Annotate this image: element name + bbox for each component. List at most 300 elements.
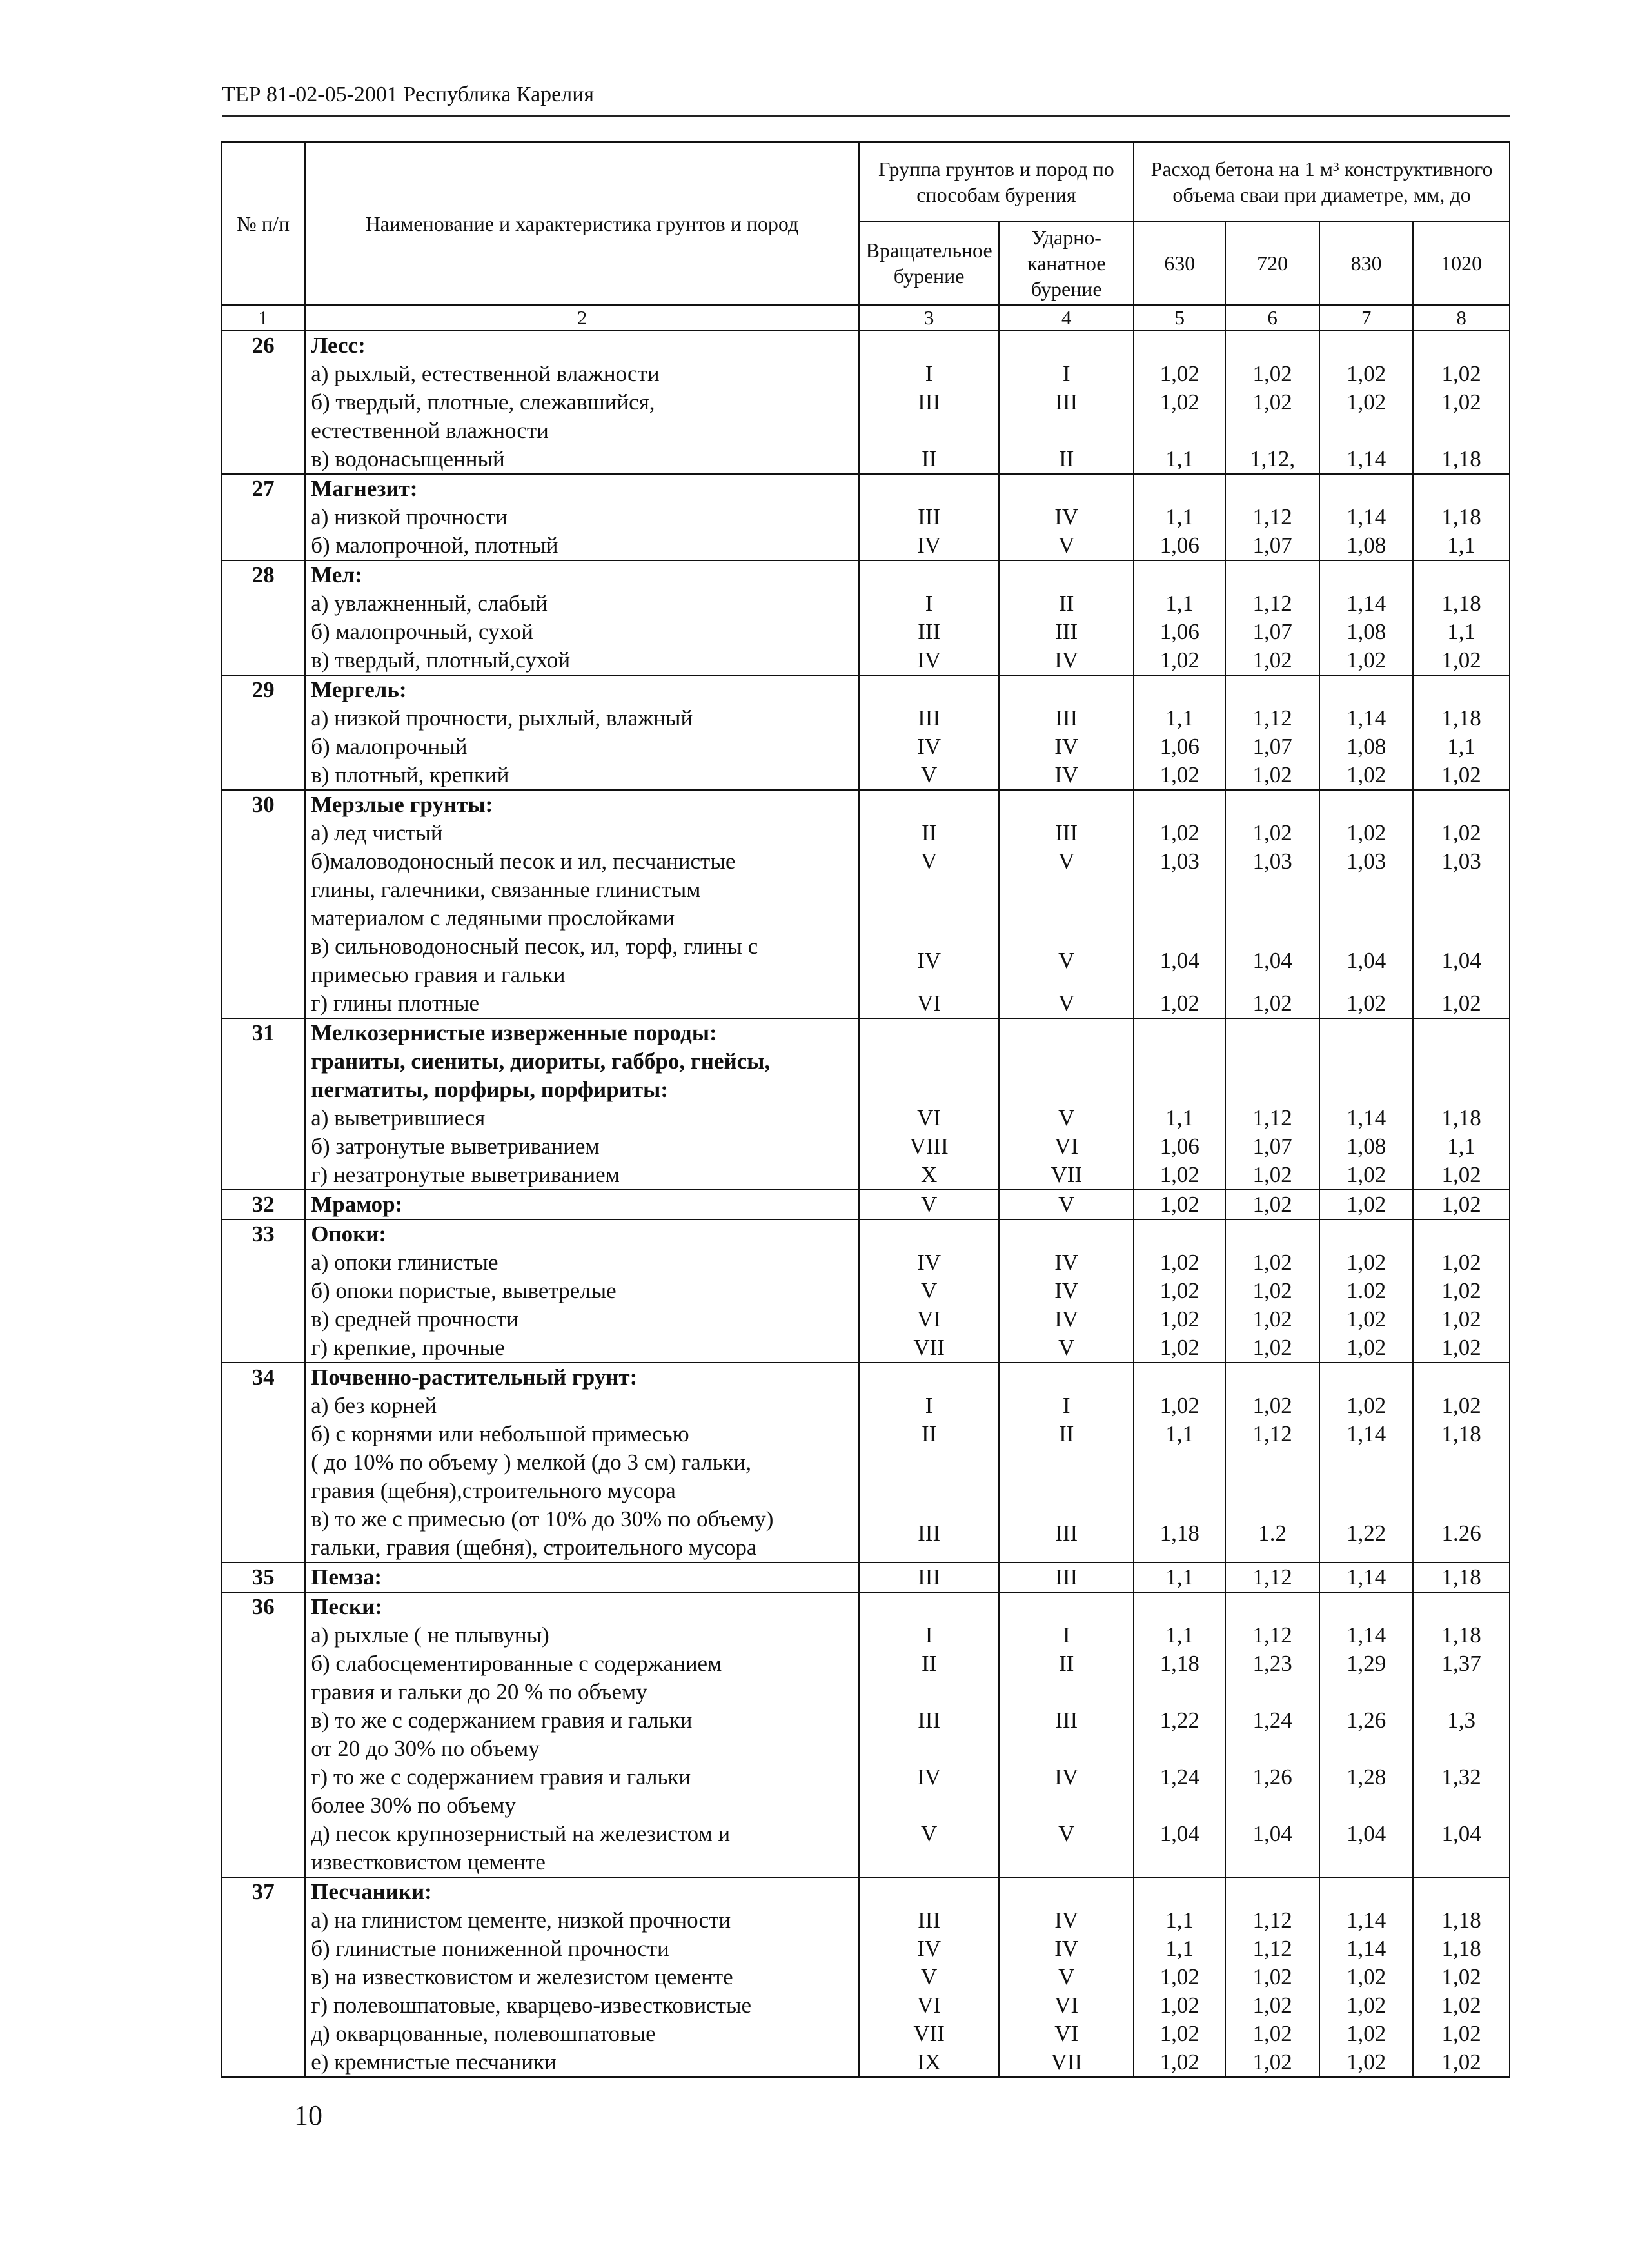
- cell-spacer: [1231, 791, 1313, 819]
- cell-value: III: [918, 619, 941, 644]
- table-body: [221, 331, 1510, 2077]
- cell-spacer: [865, 876, 994, 904]
- column-numbers-row: [221, 305, 1510, 331]
- cell-value: I: [1062, 1393, 1071, 1418]
- cell-spacer: [1419, 417, 1504, 445]
- header-rule: [222, 115, 1510, 117]
- cell-value: 1,02: [1252, 2049, 1292, 2075]
- value-cell: [1225, 560, 1319, 675]
- col-header-group: Группа грунтов и пород по способам бурения: [859, 142, 1134, 221]
- cell-spacer: [1325, 417, 1407, 445]
- cell-value: 1,02: [1441, 1335, 1481, 1360]
- cell-value: II: [1059, 446, 1074, 471]
- cell-value: 1,18: [1441, 1421, 1481, 1446]
- table-section-row: [221, 560, 1510, 675]
- cell-value: 1,02: [1347, 762, 1386, 787]
- cell-value: I: [925, 1393, 933, 1418]
- cell-value: 1,02: [1159, 1335, 1199, 1360]
- cell-value: 1,08: [1347, 619, 1386, 644]
- section-number: 29: [221, 675, 305, 790]
- col-header-rot: Вращательное бурение: [859, 221, 1000, 305]
- row-description-line: а) лед чистый: [311, 820, 443, 845]
- cell-value: VII: [1051, 2049, 1083, 2075]
- cell-value: III: [1055, 820, 1078, 845]
- cell-spacer: [1005, 561, 1128, 589]
- cell-value: 1,03: [1252, 849, 1292, 874]
- cell-value: 1,22: [1159, 1708, 1199, 1733]
- section-description: [305, 331, 859, 474]
- cell-value: 1,02: [1159, 2049, 1199, 2075]
- cell-spacer: [1325, 1076, 1407, 1104]
- cell-value: 1,04: [1159, 948, 1199, 973]
- value-cell: [999, 1592, 1134, 1877]
- value-cell: [1134, 1563, 1225, 1592]
- cell-value: 1,1: [1165, 1622, 1194, 1648]
- section-title: Лесс:: [311, 333, 366, 358]
- cell-value: 1.2: [1258, 1521, 1287, 1546]
- cell-spacer: [1419, 1363, 1504, 1392]
- cell-spacer: [1325, 1878, 1407, 1906]
- col-header-udar: Ударно-канатное бурение: [999, 221, 1134, 305]
- cell-value: 1,02: [1159, 820, 1199, 845]
- value-cell: [1413, 560, 1510, 675]
- cell-spacer: [865, 1791, 994, 1820]
- table-head: [221, 142, 1510, 331]
- cell-value: 1,02: [1441, 2049, 1481, 2075]
- cell-value: III: [918, 1521, 941, 1546]
- cell-spacer: [865, 1878, 994, 1906]
- cell-value: 1,02: [1252, 1393, 1292, 1418]
- section-title: Песчаники:: [311, 1879, 432, 1904]
- cell-spacer: [1005, 876, 1128, 904]
- cell-value: 1,04: [1441, 1821, 1481, 1846]
- cell-value: IV: [1054, 1250, 1079, 1275]
- cell-value: III: [1055, 1708, 1078, 1733]
- cell-value: 1,1: [1447, 619, 1476, 644]
- cell-spacer: [865, 1220, 994, 1248]
- cell-value: 1,12,: [1250, 446, 1296, 471]
- cell-spacer: [1231, 475, 1313, 503]
- cell-value: 1,14: [1347, 1936, 1386, 1961]
- table-section-row: [221, 675, 1510, 790]
- cell-value: I: [925, 591, 933, 616]
- cell-value: X: [920, 1162, 938, 1187]
- cell-value: VI: [1054, 2021, 1079, 2046]
- value-cell: [999, 1563, 1134, 1592]
- section-title: Пески:: [311, 1594, 382, 1619]
- cell-value: IV: [1054, 762, 1079, 787]
- cell-spacer: [865, 1047, 994, 1076]
- cell-spacer: [865, 1363, 994, 1392]
- value-cell: [1413, 1592, 1510, 1877]
- cell-value: 1,08: [1347, 533, 1386, 558]
- cell-spacer: [865, 1076, 994, 1104]
- cell-value: 1,06: [1159, 533, 1199, 558]
- cell-value: 1,08: [1347, 734, 1386, 759]
- cell-value: II: [921, 1651, 937, 1676]
- cell-value: 1,02: [1347, 361, 1386, 386]
- cell-spacer: [1231, 1448, 1313, 1477]
- value-cell: [859, 560, 1000, 675]
- cell-value: 1,02: [1441, 1192, 1481, 1217]
- value-cell: [999, 790, 1134, 1018]
- cell-value: 1,02: [1252, 1278, 1292, 1303]
- section-number: 31: [221, 1018, 305, 1190]
- row-description-line: а) выветрившиеся: [311, 1105, 486, 1130]
- value-cell: [1134, 1018, 1225, 1190]
- cell-value: I: [925, 361, 933, 386]
- cell-value: VI: [917, 1993, 942, 2018]
- cell-spacer: [1419, 1448, 1504, 1477]
- cell-value: 1,04: [1347, 948, 1386, 973]
- cell-value: 1,02: [1441, 1278, 1481, 1303]
- cell-value: V: [1058, 1821, 1075, 1846]
- cell-value: 1,02: [1347, 1964, 1386, 1989]
- value-cell: [999, 1877, 1134, 2077]
- cell-spacer: [1419, 676, 1504, 704]
- cell-value: 1,12: [1252, 1105, 1292, 1130]
- cell-spacer: [1231, 1477, 1313, 1505]
- cell-spacer: [865, 1593, 994, 1621]
- cell-spacer: [1325, 475, 1407, 503]
- cell-value: 1,02: [1159, 762, 1199, 787]
- row-description-line: гальки, гравия (щебня), строительного мусора: [311, 1535, 757, 1560]
- cell-value: VII: [1051, 1162, 1083, 1187]
- cell-value: V: [1058, 533, 1075, 558]
- cell-value: 1,02: [1441, 390, 1481, 415]
- cell-value: 1,18: [1441, 1105, 1481, 1130]
- cell-value: 1,14: [1347, 705, 1386, 731]
- value-cell: [1413, 1018, 1510, 1190]
- cell-value: 1,02: [1252, 1964, 1292, 1989]
- row-description-line: гравия и гальки до 20 % по объему: [311, 1679, 647, 1704]
- section-number: 28: [221, 560, 305, 675]
- cell-value: II: [921, 820, 937, 845]
- cell-value: 1,18: [1441, 1908, 1481, 1933]
- cell-value: VII: [913, 2021, 945, 2046]
- value-cell: [859, 1592, 1000, 1877]
- value-cell: [1413, 474, 1510, 560]
- cell-spacer: [1140, 1735, 1219, 1763]
- cell-spacer: [1325, 1047, 1407, 1076]
- section-number: 35: [221, 1563, 305, 1592]
- cell-value: VII: [913, 1335, 945, 1360]
- row-description-line: б) твердый, плотные, слежавшийся,: [311, 390, 655, 415]
- cell-spacer: [1005, 1878, 1128, 1906]
- cell-value: 1,02: [1441, 1993, 1481, 2018]
- cell-value: 1,06: [1159, 1134, 1199, 1159]
- cell-spacer: [1419, 561, 1504, 589]
- cell-value: IV: [1054, 734, 1079, 759]
- cell-spacer: [1140, 791, 1219, 819]
- cell-value: 1,02: [1347, 1307, 1386, 1332]
- value-cell: [1225, 790, 1319, 1018]
- value-cell: [1225, 1219, 1319, 1363]
- section-title: Мрамор:: [311, 1192, 403, 1217]
- value-cell: [1225, 1877, 1319, 2077]
- row-description-line: б) малопрочный, сухой: [311, 619, 534, 644]
- col-header-1020: 1020: [1413, 221, 1510, 305]
- cell-value: 1,02: [1441, 1393, 1481, 1418]
- cell-value: 1,02: [1347, 820, 1386, 845]
- cell-spacer: [865, 904, 994, 932]
- cell-spacer: [1231, 417, 1313, 445]
- cell-value: 1,14: [1347, 504, 1386, 529]
- cell-value: 1,1: [1165, 504, 1194, 529]
- cell-value: II: [1059, 1421, 1074, 1446]
- cell-spacer: [1325, 1019, 1407, 1047]
- cell-value: 1,24: [1159, 1764, 1199, 1790]
- cell-value: 1,02: [1159, 1250, 1199, 1275]
- cell-value: 1,02: [1252, 1993, 1292, 2018]
- cell-spacer: [1005, 331, 1128, 360]
- cell-value: 1,12: [1252, 1936, 1292, 1961]
- row-description-line: б) слабосцементированные с содержанием: [311, 1651, 722, 1676]
- cell-value: IV: [1054, 1908, 1079, 1933]
- value-cell: [1134, 474, 1225, 560]
- cell-value: 1,02: [1347, 1192, 1386, 1217]
- cell-value: 1,07: [1252, 734, 1292, 759]
- value-cell: [1319, 1877, 1413, 2077]
- cell-value: 1,18: [1441, 591, 1481, 616]
- cell-spacer: [865, 1448, 994, 1477]
- cell-value: 1,02: [1159, 991, 1199, 1016]
- table-section-row: [221, 331, 1510, 474]
- table-section-row: [221, 1190, 1510, 1219]
- cell-value: 1,04: [1252, 948, 1292, 973]
- cell-value: 1,12: [1252, 591, 1292, 616]
- value-cell: [999, 1018, 1134, 1190]
- cell-value: V: [920, 1964, 938, 1989]
- cell-value: 1,06: [1159, 734, 1199, 759]
- cell-value: 1,37: [1441, 1651, 1481, 1676]
- cell-value: III: [918, 1708, 941, 1733]
- cell-spacer: [1325, 1678, 1407, 1706]
- cell-spacer: [1140, 1019, 1219, 1047]
- cell-value: V: [920, 762, 938, 787]
- value-cell: [999, 560, 1134, 675]
- column-number: 5: [1134, 305, 1225, 331]
- cell-spacer: [1325, 904, 1407, 932]
- cell-value: 1,02: [1159, 1993, 1199, 2018]
- cell-value: 1,02: [1441, 762, 1481, 787]
- cell-value: 1,26: [1347, 1708, 1386, 1733]
- value-cell: [859, 1219, 1000, 1363]
- cell-spacer: [1140, 1477, 1219, 1505]
- cell-spacer: [1140, 876, 1219, 904]
- cell-value: II: [921, 446, 937, 471]
- cell-value: V: [920, 1821, 938, 1846]
- row-description-line: а) без корней: [311, 1393, 437, 1418]
- value-cell: [1225, 1592, 1319, 1877]
- cell-value: 1,02: [1347, 390, 1386, 415]
- value-cell: [1225, 1363, 1319, 1563]
- value-cell: [1134, 560, 1225, 675]
- cell-value: I: [1062, 1622, 1071, 1648]
- value-cell: [1413, 790, 1510, 1018]
- row-description-line: примесью гравия и гальки: [311, 962, 566, 987]
- cell-spacer: [1325, 1477, 1407, 1505]
- cell-spacer: [1140, 1220, 1219, 1248]
- row-description-line: а) низкой прочности, рыхлый, влажный: [311, 705, 693, 731]
- cell-value: 1,02: [1159, 1964, 1199, 1989]
- value-cell: [1225, 1563, 1319, 1592]
- cell-spacer: [1231, 331, 1313, 360]
- cell-value: 1,02: [1441, 820, 1481, 845]
- row-description-line: в) сильноводоносный песок, ил, торф, глины с: [311, 934, 758, 959]
- cell-value: 1,02: [1252, 2021, 1292, 2046]
- cell-value: III: [1055, 1521, 1078, 1546]
- cell-value: 1,1: [1447, 1134, 1476, 1159]
- cell-spacer: [1231, 1076, 1313, 1104]
- cell-spacer: [1140, 1678, 1219, 1706]
- cell-value: VI: [1054, 1993, 1079, 2018]
- value-cell: [999, 675, 1134, 790]
- value-cell: [1413, 1877, 1510, 2077]
- cell-spacer: [1231, 676, 1313, 704]
- section-title-line: пегматиты, порфиры, порфириты:: [311, 1077, 669, 1102]
- cell-value: IV: [917, 948, 942, 973]
- cell-value: IV: [1054, 504, 1079, 529]
- row-description-line: более 30% по объему: [311, 1793, 516, 1818]
- value-cell: [1134, 790, 1225, 1018]
- cell-spacer: [1140, 331, 1219, 360]
- section-description: [305, 1563, 859, 1592]
- cell-value: 1,03: [1441, 849, 1481, 874]
- cell-spacer: [1325, 1220, 1407, 1248]
- cell-spacer: [1005, 791, 1128, 819]
- section-description: [305, 675, 859, 790]
- cell-value: 1,12: [1252, 705, 1292, 731]
- cell-value: IV: [917, 734, 942, 759]
- cell-value: 1,03: [1347, 849, 1386, 874]
- column-number: 4: [999, 305, 1134, 331]
- page-number: 10: [294, 2100, 322, 2131]
- value-cell: [1319, 1363, 1413, 1563]
- cell-value: V: [1058, 948, 1075, 973]
- cell-spacer: [1231, 561, 1313, 589]
- row-description-line: б) с корнями или небольшой примесью: [311, 1421, 689, 1446]
- value-cell: [859, 1563, 1000, 1592]
- section-description: [305, 1018, 859, 1190]
- cell-value: III: [918, 504, 941, 529]
- col-header-num: № п/п: [221, 142, 305, 305]
- cell-spacer: [1231, 1363, 1313, 1392]
- cell-value: II: [1059, 1651, 1074, 1676]
- section-number: 32: [221, 1190, 305, 1219]
- row-description-line: в) твердый, плотный,сухой: [311, 647, 571, 673]
- cell-spacer: [1140, 1363, 1219, 1392]
- cell-spacer: [1419, 1019, 1504, 1047]
- cell-value: 1,02: [1252, 820, 1292, 845]
- cell-value: 1,02: [1347, 647, 1386, 673]
- cell-value: 1,18: [1441, 1564, 1481, 1590]
- cell-value: V: [1058, 991, 1075, 1016]
- cell-value: 1,12: [1252, 1622, 1292, 1648]
- cell-value: 1,1: [1165, 446, 1194, 471]
- cell-spacer: [1325, 1593, 1407, 1621]
- cell-value: 1,1: [1447, 533, 1476, 558]
- cell-spacer: [1005, 904, 1128, 932]
- cell-value: VIII: [909, 1134, 949, 1159]
- cell-value: 1,02: [1252, 991, 1292, 1016]
- value-cell: [999, 1363, 1134, 1563]
- cell-value: IX: [917, 2049, 942, 2075]
- cell-spacer: [1005, 1363, 1128, 1392]
- section-title: Почвенно-растительный грунт:: [311, 1365, 638, 1390]
- row-description-line: а) опоки глинистые: [311, 1250, 498, 1275]
- cell-value: 1,04: [1252, 1821, 1292, 1846]
- table-section-row: [221, 1563, 1510, 1592]
- cell-spacer: [1231, 1220, 1313, 1248]
- cell-value: IV: [917, 1936, 942, 1961]
- row-description-line: г) глины плотные: [311, 991, 480, 1016]
- row-description-line: а) увлажненный, слабый: [311, 591, 548, 616]
- cell-value: 1,18: [1441, 1622, 1481, 1648]
- cell-value: 1,02: [1252, 1192, 1292, 1217]
- cell-value: 1,18: [1441, 705, 1481, 731]
- value-cell: [859, 474, 1000, 560]
- cell-value: IV: [917, 533, 942, 558]
- table-section-row: [221, 790, 1510, 1018]
- cell-value: 1,02: [1441, 1964, 1481, 1989]
- cell-value: 1,18: [1159, 1521, 1199, 1546]
- cell-spacer: [1419, 1076, 1504, 1104]
- section-title: Пемза:: [311, 1564, 382, 1590]
- cell-spacer: [1325, 791, 1407, 819]
- cell-spacer: [1231, 1678, 1313, 1706]
- value-cell: [1134, 1363, 1225, 1563]
- cell-value: 1,14: [1347, 1564, 1386, 1590]
- cell-spacer: [1005, 1019, 1128, 1047]
- cell-spacer: [1419, 1220, 1504, 1248]
- cell-value: 1,04: [1441, 948, 1481, 973]
- cell-value: 1,06: [1159, 619, 1199, 644]
- cell-value: IV: [917, 1250, 942, 1275]
- cell-value: IV: [1054, 647, 1079, 673]
- value-cell: [999, 474, 1134, 560]
- row-description-line: е) кремнистые песчаники: [311, 2049, 557, 2075]
- col-header-name: Наименование и характеристика грунтов и пород: [305, 142, 859, 305]
- cell-spacer: [1419, 1678, 1504, 1706]
- cell-value: 1,02: [1347, 2049, 1386, 2075]
- section-title: Опоки:: [311, 1221, 387, 1247]
- section-description: [305, 1877, 859, 2077]
- cell-value: 1,12: [1252, 1908, 1292, 1933]
- cell-value: 1,1: [1165, 1421, 1194, 1446]
- cell-spacer: [1419, 876, 1504, 904]
- value-cell: [1134, 331, 1225, 474]
- row-description-line: б) затронутые выветриванием: [311, 1134, 600, 1159]
- row-description-line: б) глинистые пониженной прочности: [311, 1936, 669, 1961]
- cell-value: 1,02: [1159, 1278, 1199, 1303]
- cell-value: 1,18: [1159, 1651, 1199, 1676]
- column-number: 8: [1413, 305, 1510, 331]
- cell-value: 1,02: [1441, 647, 1481, 673]
- row-description-line: б) малопрочной, плотный: [311, 533, 558, 558]
- cell-value: III: [1055, 619, 1078, 644]
- value-cell: [1225, 1190, 1319, 1219]
- cell-value: 1,14: [1347, 1421, 1386, 1446]
- cell-spacer: [1140, 1878, 1219, 1906]
- cell-value: 1,04: [1159, 1821, 1199, 1846]
- section-number: 30: [221, 790, 305, 1018]
- cell-spacer: [1419, 791, 1504, 819]
- cell-spacer: [1005, 1047, 1128, 1076]
- cell-spacer: [1231, 1848, 1313, 1877]
- value-cell: [859, 331, 1000, 474]
- section-title-line: граниты, сиениты, диориты, габбро, гнейсы,: [311, 1049, 771, 1074]
